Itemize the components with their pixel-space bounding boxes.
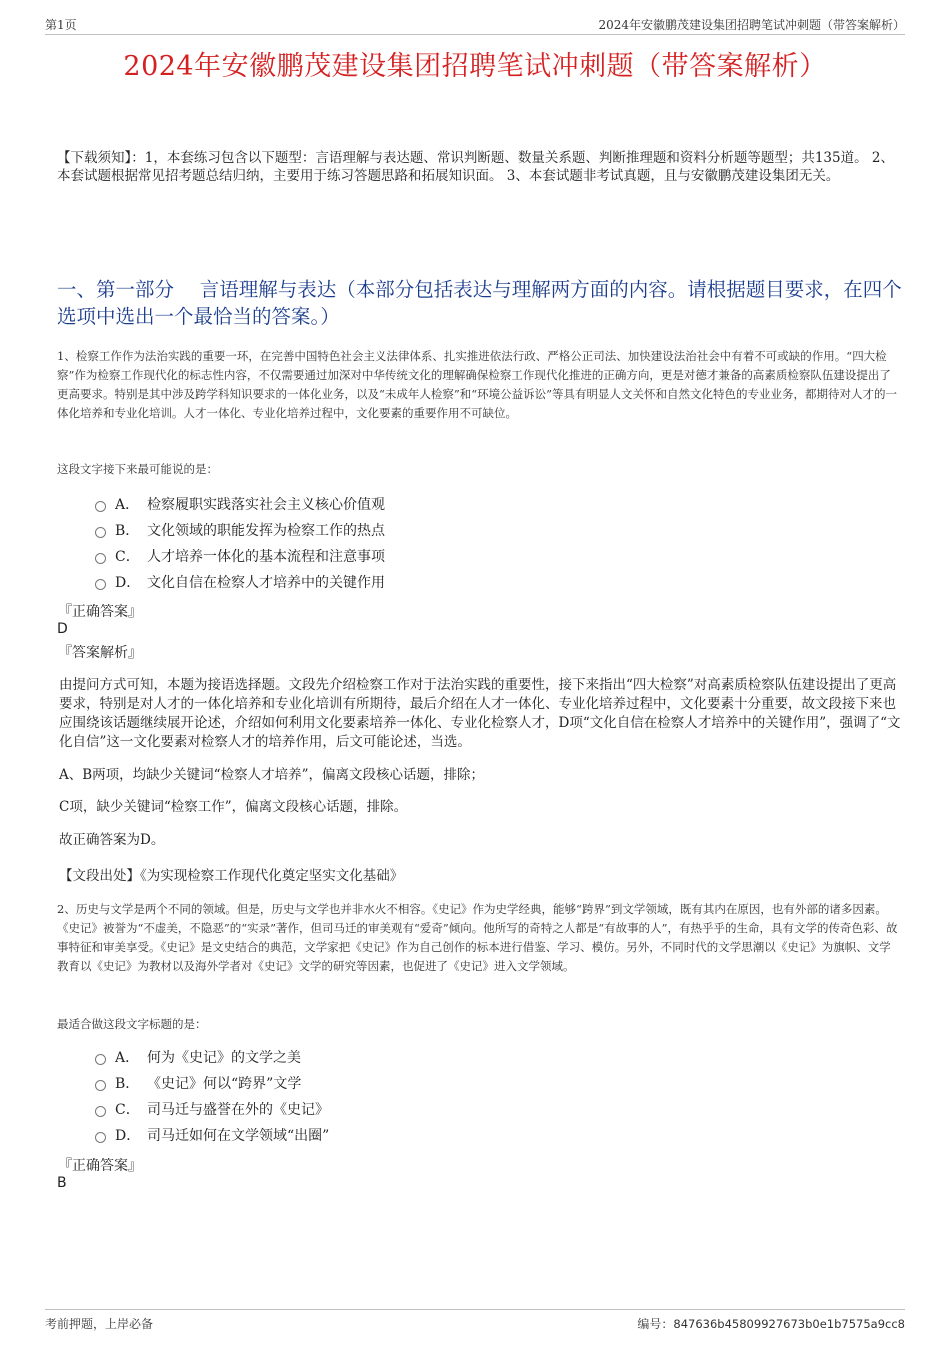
header-doc-title: 2024年安徽鹏茂建设集团招聘笔试冲刺题（带答案解析） — [598, 18, 905, 32]
radio-button-icon[interactable] — [95, 1132, 106, 1143]
document-title: 2024年安徽鹏茂建设集团招聘笔试冲刺题（带答案解析） — [123, 51, 827, 82]
section-title: 一、第一部分 言语理解与表达（本部分包括表达与理解两方面的内容。请根据题目要求，在四个选项中选出一个最恰当的答案。） — [57, 278, 902, 328]
footer-slogan: 考前押题，上岸必备 — [45, 1317, 154, 1331]
radio-button-icon[interactable] — [95, 1080, 106, 1091]
footer-code-label: 编号： — [637, 1317, 674, 1331]
page-header — [45, 14, 905, 35]
radio-button-icon[interactable] — [95, 527, 106, 538]
radio-button-icon[interactable] — [95, 579, 106, 590]
question-2-stem: 2、历史与文学是两个不同的领域。但是，历史与文学也并非水火不相容。《史记》作为史学经典，能够“跨界”到文学领域，既有其内在原因，也有外部的诸多因素。《史记》被誉为“不虚美，不隐恶”的“实录”著作，但司马迁的审美观有“爱奇”倾向。他所写的奇特之人都是“有故事的人”，有热乎乎的生命，具有文学的传奇色彩、故事特征和审美享受。《史记》是文史结合的典范，文学家把《史记》作为自己创作的标本进行借鉴、学习、模仿。另外，不同时代的文学思潮以《史记》为旗帜、文学教育以《史记》为教材以及海外学者对《史记》文学的研究等因素，也促进了《史记》进入文学领域。 — [57, 902, 898, 973]
question-1-analysis-c: C项，缺少关键词“检察工作”，偏离文段核心话题，排除。 — [59, 799, 408, 815]
radio-button-icon[interactable] — [95, 1054, 106, 1065]
question-1-analysis-tag: 『答案解析』 — [58, 645, 142, 661]
page-footer — [45, 1309, 905, 1334]
question-1-answer-tag: 『正确答案』 — [58, 604, 142, 620]
radio-button-icon[interactable] — [95, 553, 106, 564]
question-2-answer: B — [57, 1175, 67, 1191]
question-2-answer-tag: 『正确答案』 — [58, 1158, 142, 1174]
footer-code: 847636b45809927673b0e1b7575a9cc8 — [673, 1317, 905, 1331]
question-1-analysis-ab: A、B两项，均缺少关键词“检察人才培养”，偏离文段核心话题，排除； — [59, 767, 484, 783]
document-page: 第1页 2024年安徽鹏茂建设集团招聘笔试冲刺题（带答案解析） 2024年安徽鹏茂建设集团招聘笔试冲刺题（带答案解析） 【下载须知】：1，本套练习包含以下题型：言语理解与表达题、常识判断题、数量关系题、判断推理题和资料分析题等题型；共135道。 2、本套试题根据常见招考题总结归纳，主要用于练习答题思路和拓展知识面。 3、本套试题非考试真题，且与安徽鹏茂建设集团无关。 一、第一部分 言语理解与表达（本部分包括表达与理解两方面的内容。请根据题目要求，在四个选项中选出一个最恰当的答案。） 1、检察工作作为法治实践的重要一环，在完善中国特色社会主义法律体系、扎实推进依法行政、严格公正司法、加快建设法治社会中有着不可或缺的作用。“四大检察”作为检察工作现代化的标志性内容，不仅需要通过加深对中华传统文化的理解确保检察工作现代化推进的正确方向，更是对德才兼备的高素质检察队伍建设提出了更高要求。特别是其中涉及跨学科知识要求的一体化业务，以及“未成年人检察”和“环境公益诉讼”等具有明显人文关怀和自然文化特色的专业业务，都期待对人才的一体化培养和专业化培训。人才一体化、专业化培养过程中，文化要素的重要作用不可缺位。 这段文字接下来最可能说的是： A． 检察履职实践落实社会主义核心价值观 B． 文化领域的职能发挥为检察工作的热点 C． 人才培养一体化的基本流程和注意事项 D． 文化自信在检察人才培养中的关键作用 『正确答案』 D 『答案解析』 由提问方式可知，本题为接语选择题。文段先介绍检察工作对于法治实践的重要性，接下来指出“四大检察”对高素质检察队伍建设提出了更高要求，特别是对人才的一体化培养和专业化培训有所期待，最后介绍在人才一体化、专业化培养过程中，文化要素十分重要，故文段接下来也应围绕该话题继续展开论述，介绍如何利用文化要素培养一体化、专业化检察人才，D项“文化自信在检察人才培养中的关键作用”，强调了“文化自信”这一文化要素对检察人才的培养作用，后文可能论述，当选。 A、B两项，均缺少关键词“检察人才培养”，偏离文段核心话题，排除； C项，缺少关键词“检察工作”，偏离文段核心话题，排除。 故正确答案为D。 【文段出处】《为实现检察工作现代化奠定坚实文化基础》 2、历史与文学是两个不同的领域。但是，历史与文学也并非水火不相容。《史记》作为史学经典，能够“跨界”到文学领域，既有其内在原因，也有外部的诸多因素。《史记》被誉为“不虚美，不隐恶”的“实录”著作，但司马迁的审美观有“爱奇”倾向。他所写的奇特之人都是“有故事的人”，有热乎乎的生命，具有文学的传奇色彩、故事特征和审美享受。《史记》是文史结合的典范，文学家把《史记》作为自己创作的标本进行借鉴、学习、模仿。另外，不同时代的文学思潮以《史记》为旗帜、文学教育以《史记》为教材以及海外学者对《史记》文学的研究等因素，也促进了《史记》进入文学领域。 最适合做这段文字标题的是： A． 何为《史记》的文学之美 B． 《史记》何以“跨界”文学 C． 司马迁与盛誉在外的《史记》 D． 司马迁如何在文学领域“出圈” 『正确答案』 B 考前押题，上岸必备 编号：847636b45809927673b0e1b7575a9cc8 — [0, 0, 950, 1345]
question-1-prompt: 这段文字接下来最可能说的是： — [57, 462, 218, 476]
page-number: 第1页 — [45, 18, 77, 32]
question-2-prompt: 最适合做这段文字标题的是： — [57, 1017, 207, 1031]
radio-button-icon[interactable] — [95, 1106, 106, 1117]
question-1-source: 【文段出处】《为实现检察工作现代化奠定坚实文化基础》 — [59, 868, 404, 884]
question-1-analysis-main: 由提问方式可知，本题为接语选择题。文段先介绍检察工作对于法治实践的重要性，接下来指出“四大检察”对高素质检察队伍建设提出了更高要求，特别是对人才的一体化培养和专业化培训有所期待，最后介绍在人才一体化、专业化培养过程中，文化要素十分重要，故文段接下来也应围绕该话题继续展开论述，介绍如何利用文化要素培养一体化、专业化检察人才，D项“文化自信在检察人才培养中的关键作用”，强调了“文化自信”这一文化要素对检察人才的培养作用，后文可能论述，当选。 — [59, 677, 901, 750]
radio-button-icon[interactable] — [95, 501, 106, 512]
footer-code-block — [637, 1315, 905, 1332]
question-1-analysis-conclusion: 故正确答案为D。 — [59, 832, 165, 848]
question-1-stem: 1、检察工作作为法治实践的重要一环，在完善中国特色社会主义法律体系、扎实推进依法行政、严格公正司法、加快建设法治社会中有着不可或缺的作用。“四大检察”作为检察工作现代化的标志性内容，不仅需要通过加深对中华传统文化的理解确保检察工作现代化推进的正确方向，更是对德才兼备的高素质检察队伍建设提出了更高要求。特别是其中涉及跨学科知识要求的一体化业务，以及“未成年人检察”和“环境公益诉讼”等具有明显人文关怀和自然文化特色的专业业务，都期待对人才的一体化培养和专业化培训。人才一体化、专业化培养过程中，文化要素的重要作用不可缺位。 — [57, 349, 898, 420]
question-1-answer: D — [57, 621, 68, 637]
download-notice: 【下载须知】：1，本套练习包含以下题型：言语理解与表达题、常识判断题、数量关系题、判断推理题和资料分析题等题型；共135道。 2、本套试题根据常见招考题总结归纳，主要用于练习答题思路和拓展知识面。 3、本套试题非考试真题，且与安徽鹏茂建设集团无关。 — [57, 150, 894, 184]
